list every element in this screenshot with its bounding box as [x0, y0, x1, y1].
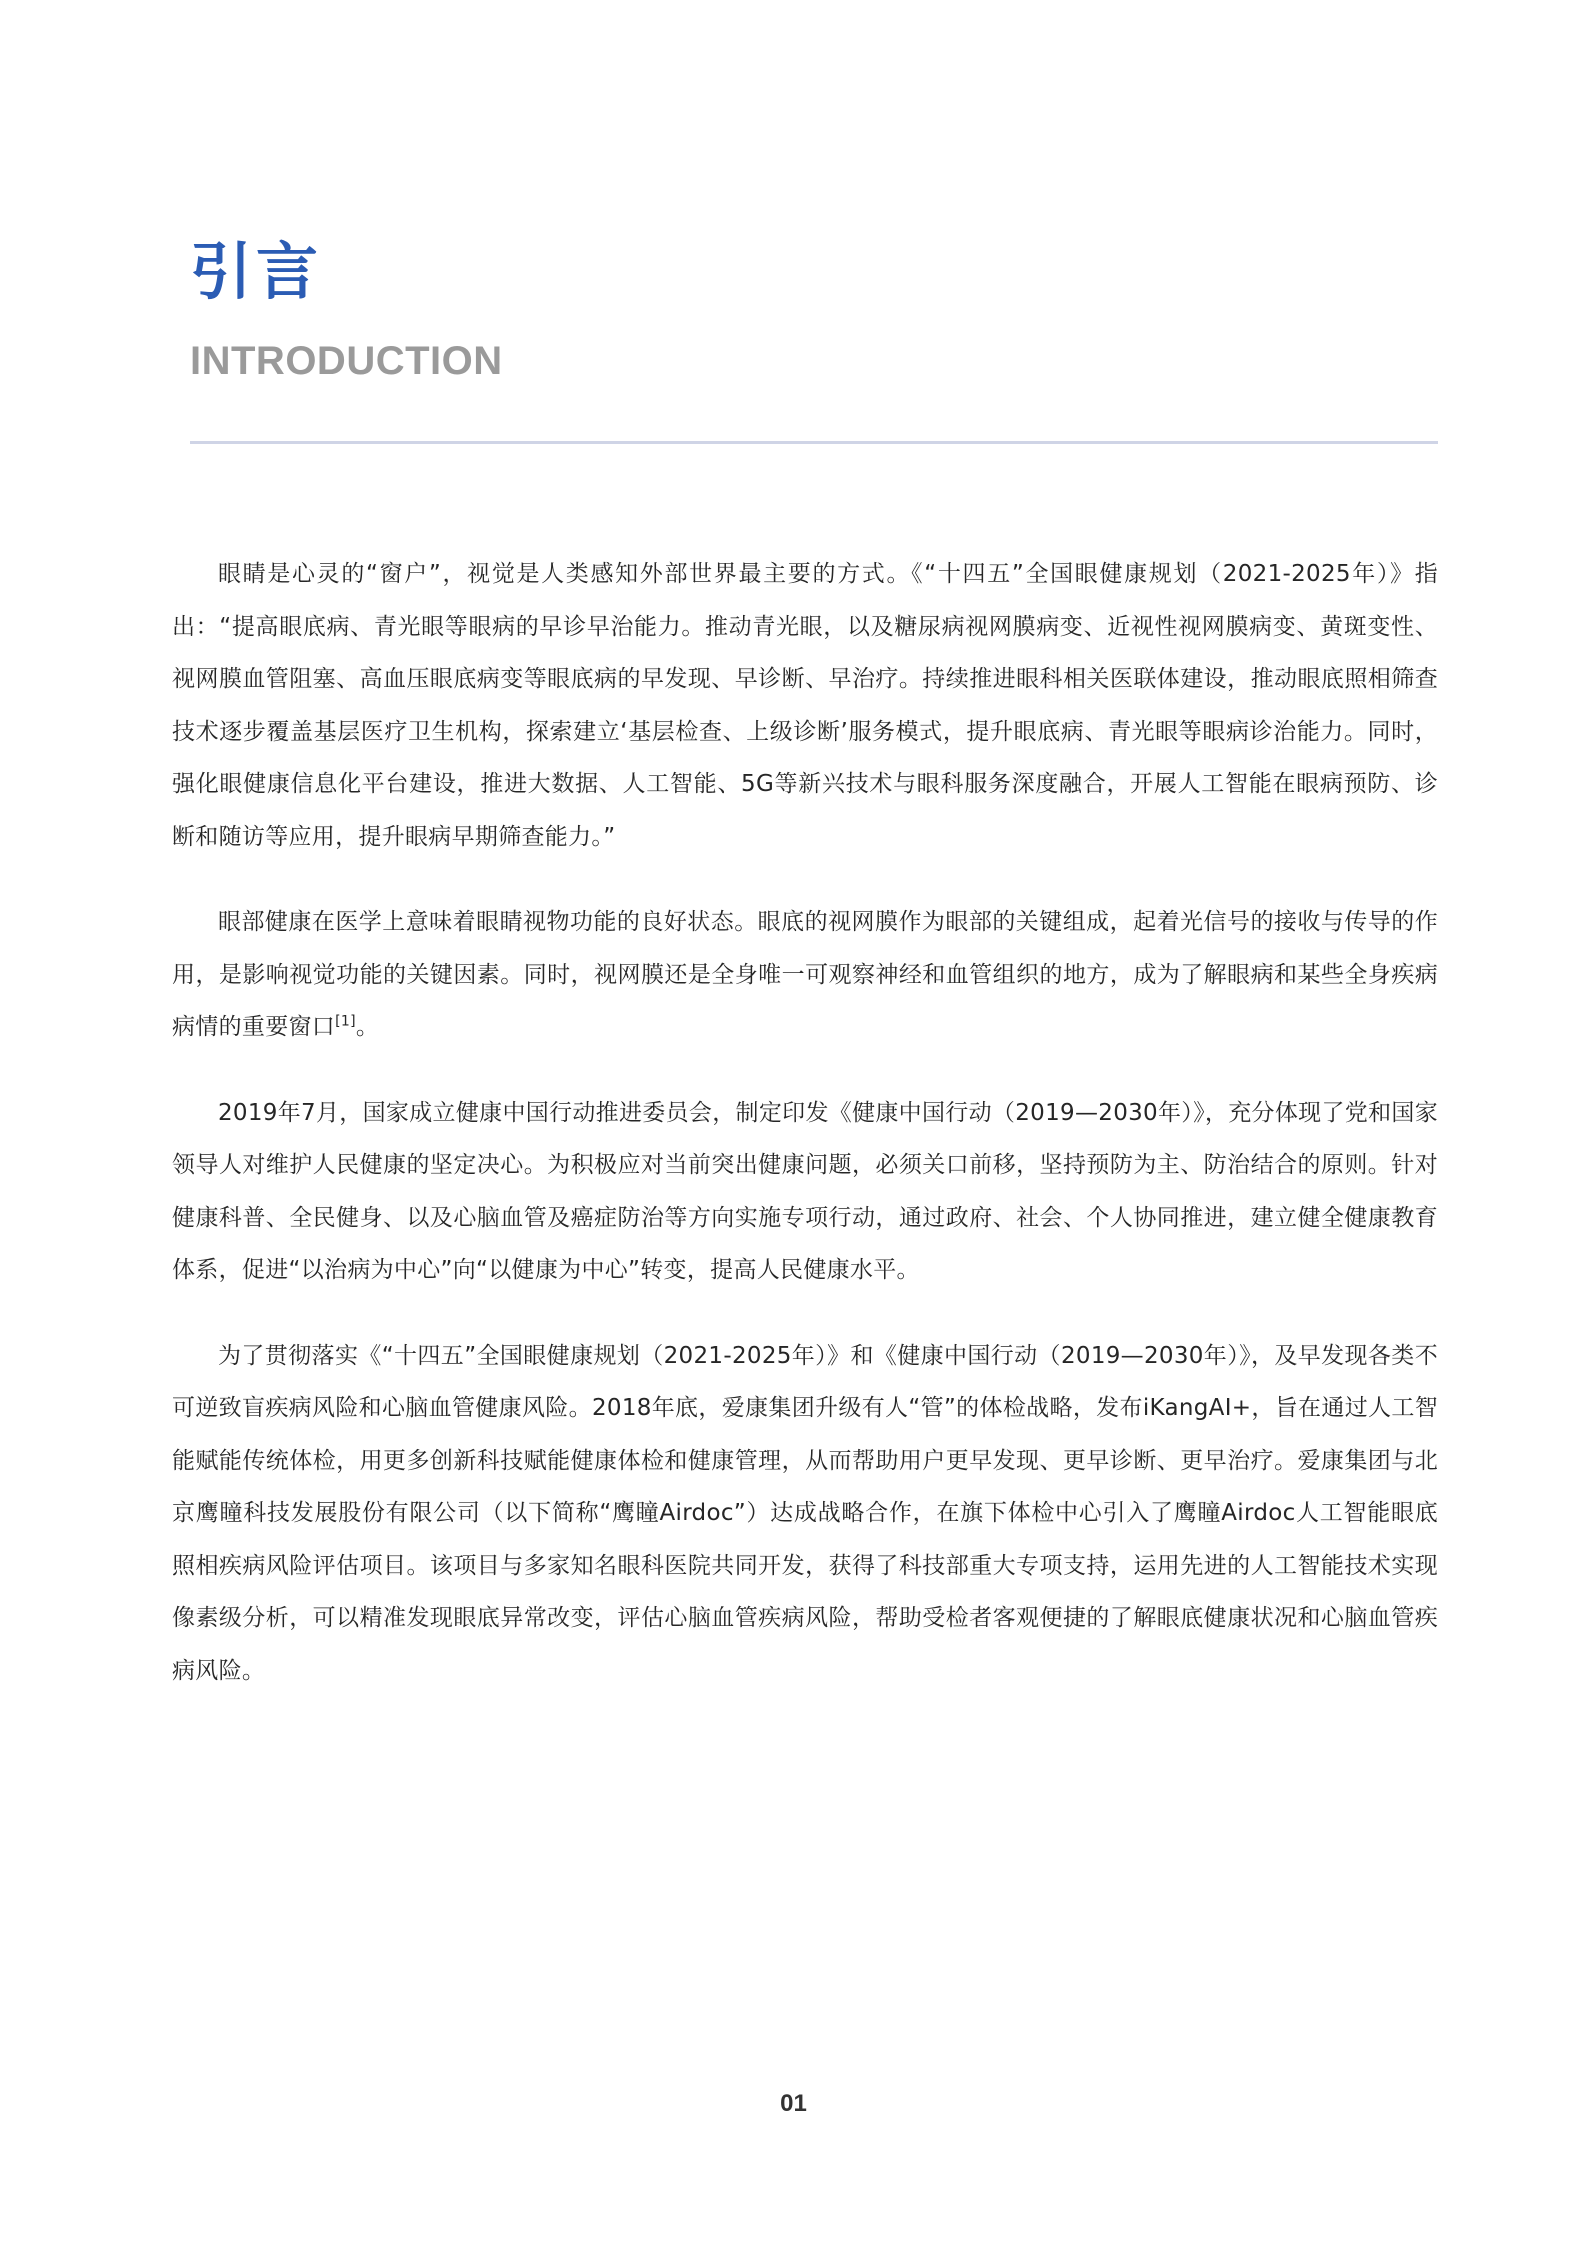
- page-subtitle: INTRODUCTION: [190, 339, 503, 383]
- title-divider: [190, 441, 1438, 444]
- paragraph-2-suffix: 。: [355, 1014, 380, 1040]
- paragraph-2-text: 眼部健康在医学上意味着眼睛视物功能的良好状态。眼底的视网膜作为眼部的关键组成，起着光信号的接收与传导的作用，是影响视觉功能的关键因素。同时，视网膜还是全身唯一可观察神经和血管组织的地方，成为了解眼病和某些全身疾病病情的重要窗口: [172, 909, 1438, 1040]
- paragraph-2: [172, 896, 1438, 1054]
- paragraph-1: 眼睛是心灵的“窗户”，视觉是人类感知外部世界最主要的方式。《“十四五”全国眼健康规划（2021-2025年）》指出：“提高眼底病、青光眼等眼病的早诊早治能力。推动青光眼，以及糖尿病视网膜病变、近视性视网膜病变、黄斑变性、视网膜血管阻塞、高血压眼底病变等眼底病的早发现、早诊断、早治疗。持续推进眼科相关医联体建设，推动眼底照相筛查技术逐步覆盖基层医疗卫生机构，探索建立‘基层检查、上级诊断’服务模式，提升眼底病、青光眼等眼病诊治能力。同时，强化眼健康信息化平台建设，推进大数据、人工智能、5G等新兴技术与眼科服务深度融合，开展人工智能在眼病预防、诊断和随访等应用，提升眼病早期筛查能力。”: [172, 561, 1438, 850]
- paragraph-4: 为了贯彻落实《“十四五”全国眼健康规划（2021-2025年）》和《健康中国行动（2019—2030年）》，及早发现各类不可逆致盲疾病风险和心脑血管健康风险。2018年底，爱康集团升级有人“管”的体检战略，发布iKangAI+，旨在通过人工智能赋能传统体检，用更多创新科技赋能健康体检和健康管理，从而帮助用户更早发现、更早诊断、更早治疗。爱康集团与北京鹰瞳科技发展股份有限公司（以下简称“鹰瞳Airdoc”）达成战略合作，在旗下体检中心引入了鹰瞳Airdoc人工智能眼底照相疾病风险评估项目。该项目与多家知名眼科医院共同开发，获得了科技部重大专项支持，运用先进的人工智能技术实现像素级分析，可以精准发现眼底异常改变，评估心脑血管疾病风险，帮助受检者客观便捷的了解眼底健康状况和心脑血管疾病风险。: [172, 1342, 1438, 1684]
- citation-ref[interactable]: [1]: [335, 1013, 356, 1030]
- body-text: [172, 548, 1438, 1730]
- page-number: 01: [780, 2090, 807, 2117]
- page-title: 引言: [190, 235, 323, 308]
- paragraph-3: 2019年7月，国家成立健康中国行动推进委员会，制定印发《健康中国行动（2019—2030年）》，充分体现了党和国家领导人对维护人民健康的坚定决心。为积极应对当前突出健康问题，必须关口前移，坚持预防为主、防治结合的原则。针对健康科普、全民健身、以及心脑血管及癌症防治等方向实施专项行动，通过政府、社会、个人协同推进，建立健全健康教育体系，促进“以治病为中心”向“以健康为中心”转变，提高人民健康水平。: [172, 1099, 1438, 1283]
